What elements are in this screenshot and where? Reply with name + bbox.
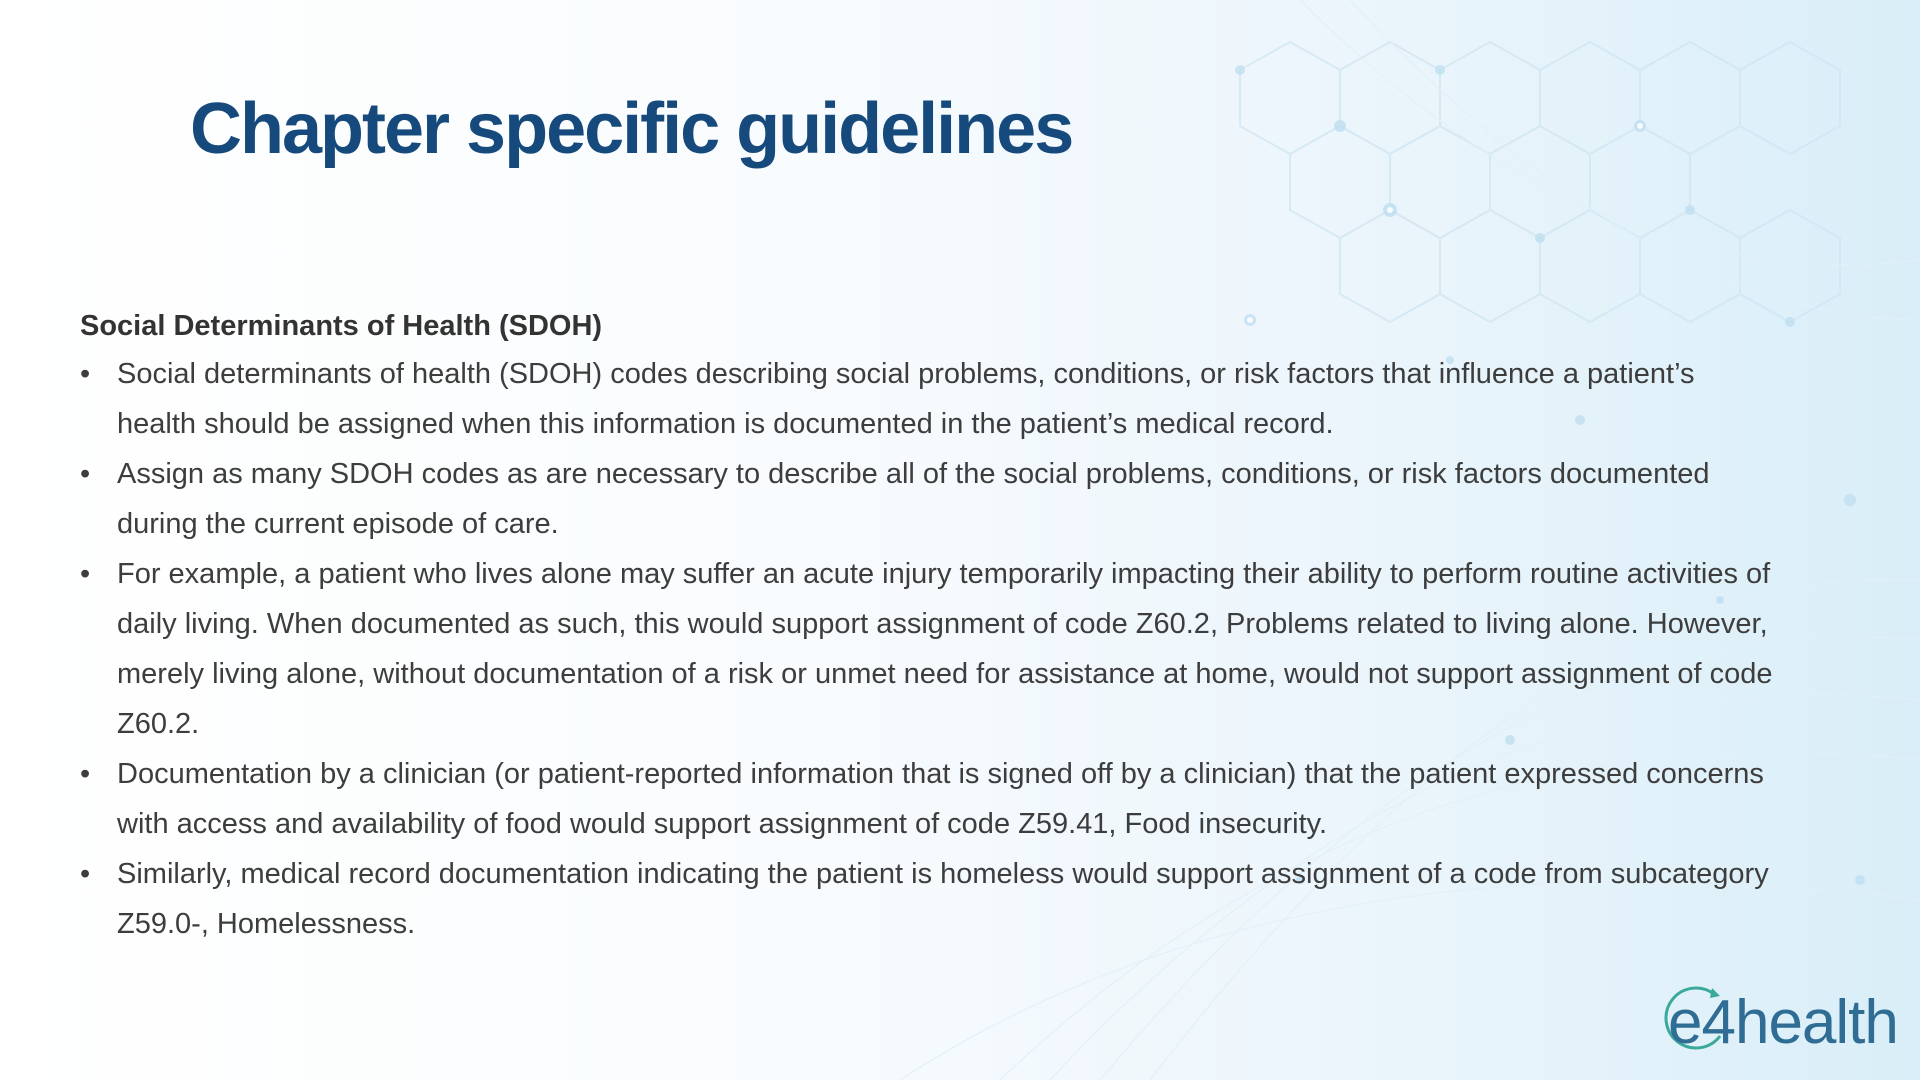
bullet-item: • Social determinants of health (SDOH) codes describing social problems, conditions, or risk factors that influence a patient’s health should be assigned when this information is documented in the patient’s medical record. [80, 349, 1780, 449]
bullet-item: • For example, a patient who lives alone may suffer an acute injury temporarily impacting their ability to perform routine activities of daily living. When documented as such, this would support assignment of code Z60.2, Problems related to living alone. However, merely living alone, without documentation of a risk or unmet need for assistance at home, would not support assignment of code Z60.2. [80, 549, 1780, 749]
bullet-item: • Documentation by a clinician (or patient-reported information that is signed off by a clinician) that the patient expressed concerns with access and availability of food would support assignment of code Z59.41, Food insecurity. [80, 749, 1780, 849]
slide-content [80, 310, 1780, 949]
e4health-logo [1668, 988, 1898, 1058]
bullet-item: • Assign as many SDOH codes as are necessary to describe all of the social problems, conditions, or risk factors documented during the current episode of care. [80, 449, 1780, 549]
section-heading: Social Determinants of Health (SDOH) [80, 310, 603, 342]
slide-title: Chapter specific guidelines [190, 89, 1073, 169]
logo-text: e4health [1668, 988, 1898, 1057]
bullet-item: • Similarly, medical record documentation indicating the patient is homeless would support assignment of a code from subcategory Z59.0-, Homelessness. [80, 849, 1780, 949]
bullet-list [80, 349, 1780, 949]
